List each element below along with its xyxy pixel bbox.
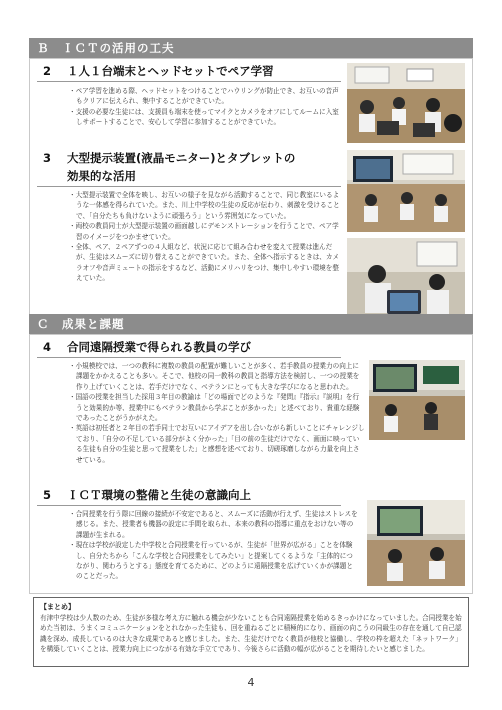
list-item: ・ 国語の授業を担当した採用３年目の教諭は「どの場面でどのような『発問』『指示』『説明』を行うと効果的か等、授業中にもベテラン教員から学ぶことが多かった」と述べており、貴重な経験であったことがうかがえた。 xyxy=(69,392,365,423)
summary-heading: 【まとめ】 xyxy=(40,603,75,611)
item-3-title-line1: 大型提示装置(液晶モニター)とタブレットの xyxy=(67,151,296,165)
item-2-bullets xyxy=(69,86,345,128)
item-5-bullets xyxy=(69,509,359,582)
item-3-title-line2: 効果的な活用 xyxy=(67,169,136,183)
item-4-number: 4 xyxy=(43,340,52,354)
item-2-underline xyxy=(37,81,341,82)
item-5-title: ＩＣＴ環境の整備と生徒の意識向上 xyxy=(67,488,251,502)
tablet-pair-photo xyxy=(347,238,465,322)
list-item: ・ 英語は初任者と２年目の若手同士でお互いにアイデアを出し合いながら新しいことにチャレンジしており、「自分の不足している部分がよく分かった」「目の前の生徒だけでなく、画面に映っている生徒も自分の生徒と思って授業をした」と感想を述べており、切磋琢磨しながら力量を向上させている。 xyxy=(69,423,365,465)
list-item: ・ 現在は学校が設定した中学校と合同授業を行っているが、生徒が「世界が広がる」ことを体験し、自分たちから「こんな学校と合同授業をしてみたい」と提案してくるような「主体的につながり、関わろうとする」態度を育てるために、どのように遠隔授業を広げていくかが課題とのことだった。 xyxy=(69,540,359,582)
classroom-monitor-photo xyxy=(347,150,465,232)
summary-box xyxy=(33,597,469,667)
list-item: ・ 支援の必要な生徒には、支援員も端末を使ってマイクとカメラをオフにしてルームに入室しサポートすることで、安心して学習に参加することができていた。 xyxy=(69,107,345,128)
remote-lesson-photo xyxy=(369,360,465,440)
item-2-title: １人１台端末とヘッドセットでペア学習 xyxy=(67,64,274,78)
item-3-number: 3 xyxy=(43,151,52,165)
list-item: ・ 大型提示装置で全体を映し、お互いの様子を見ながら活動することで、同じ教室にいるような一体感を得られていた。また、川上中学校の生徒の反応が伝わり、刺激を受けることで、「自分たちも負けないように頑張ろう」という雰囲気になっていた。 xyxy=(69,190,345,221)
item-4-bullets xyxy=(69,361,365,465)
section-b-header: Ｂ ＩＣＴの活用の工夫 xyxy=(29,38,473,58)
list-item: ・ 両校の教員同士が大型提示装置の画面越しにデモンストレーションを行うことで、ペア学習のイメージをつかませていた。 xyxy=(69,221,345,242)
item-4-title: 合同遠隔授業で得られる教員の学び xyxy=(67,340,251,354)
item-2-number: 2 xyxy=(43,64,52,78)
list-item: ・ 全体、ペア、２ペアずつの４人組など、状況に応じて組み合わせを変えて授業は進んだが、生徒はスムーズに切り替えることができていた。また、全体へ指示するときは、カメラオフや音声ミュートの指示をするなど、活動にメリハリをつけ、集中しやすい環境を整えていた。 xyxy=(69,242,345,284)
document-page xyxy=(29,30,473,698)
list-item: ・ ペア学習を進める際、ヘッドセットをつけることでハウリングが防止でき、お互いの音声もクリアに伝えられ、集中することができていた。 xyxy=(69,86,345,107)
item-3-bullets xyxy=(69,190,345,284)
item-5-number: 5 xyxy=(43,488,52,502)
item-5-underline xyxy=(37,505,341,506)
summary-text: 有津中学校は少人数のため、生徒が多様な考え方に触れる機会が少ないことも合同遠隔授業を始めるきっかけになっていました。合同授業を始めた当初は、うまくコミュニケーションをとれなかった生徒も、回を重ねるごとに積極的になり、画面の向こうの同級生の存在を通して自己認識を深め、成長しているのは大きな成果であると感じました。また、生徒だけでなく教員が他校と協働し、学校の枠を超えた「ネットワーク」を構築していくことは、授業力向上につながる有効な手立てであり、今後さらに活動の幅が広がることを期待したいと感じました。 xyxy=(40,613,462,654)
list-item: ・ 小規模校では、一つの教科に複数の教員の配置が難しいことが多く、若手教員の授業力の向上に課題をかかえることも多い。そこで、他校の同一教科の教員と指導方法を検討し、一つの授業を作り上げていくことは、若手だけでなく、ベテランにとっても大きな学びになると思われた。 xyxy=(69,361,365,392)
classroom-headset-photo xyxy=(347,63,465,143)
item-3-underline xyxy=(37,186,341,187)
page-number: 4 xyxy=(247,676,255,689)
list-item: ・ 合同授業を行う際に回線の接続が不安定であると、スムーズに活動が行えず、生徒はストレスを感じる。また、授業者も機器の設定に手間を取られ、本来の教科の指導に重点をおけない等の課題が生まれる。 xyxy=(69,509,359,540)
section-c-header: Ｃ 成果と課題 xyxy=(29,314,473,334)
item-4-underline xyxy=(37,357,341,358)
network-classroom-photo xyxy=(367,500,465,586)
